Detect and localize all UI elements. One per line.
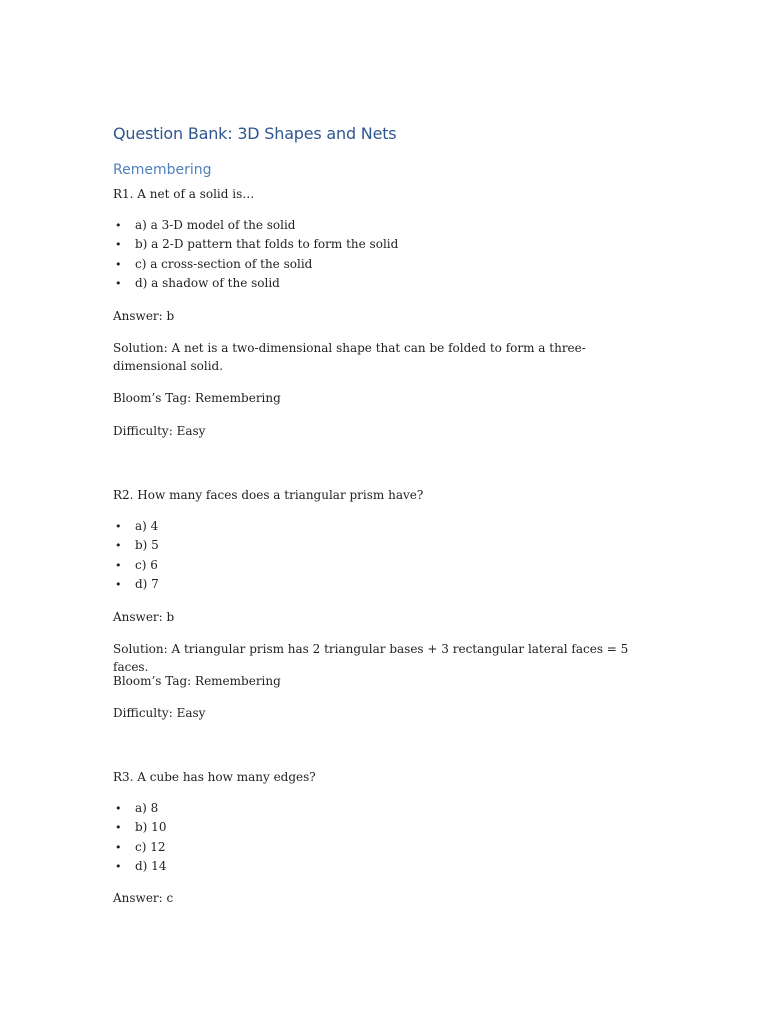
solution-text: Solution: A triangular prism has 2 triangular bases + 3 rectangular lateral faces = 5 faces. <box>113 642 629 674</box>
blooms-tag: Bloom’s Tag: Remembering <box>113 391 281 405</box>
bullet-icon: • <box>115 840 122 854</box>
bullet-icon: • <box>115 821 122 835</box>
bullet-icon: • <box>115 257 122 271</box>
question-stem: R1. A net of a solid is… <box>113 187 255 201</box>
bullet-icon: • <box>115 219 122 232</box>
bullet-icon: • <box>115 276 122 290</box>
bullet-icon: • <box>115 238 122 252</box>
bullet-icon: • <box>115 539 122 553</box>
difficulty-text: Difficulty: Easy <box>113 424 206 438</box>
document-title: Question Bank: 3D Shapes and Nets <box>113 124 397 143</box>
bullet-icon: • <box>115 520 122 533</box>
answer-text: Answer: c <box>113 891 174 905</box>
answer-text: Answer: b <box>113 610 175 624</box>
question-stem: R3. A cube has how many edges? <box>113 770 316 784</box>
bullet-icon: • <box>115 802 122 815</box>
question-stem: R2. How many faces does a triangular prism have? <box>113 488 424 502</box>
answer-text: Answer: b <box>113 309 175 323</box>
bullet-icon: • <box>115 859 122 873</box>
bullet-icon: • <box>115 577 122 591</box>
solution-text: Solution: A net is a two-dimensional shape that can be folded to form a three-dimensional solid. <box>113 341 586 373</box>
blooms-tag: Bloom’s Tag: Remembering <box>113 674 281 688</box>
bullet-icon: • <box>115 558 122 572</box>
section-heading-remembering: Remembering <box>113 162 212 178</box>
difficulty-text: Difficulty: Easy <box>113 706 206 720</box>
